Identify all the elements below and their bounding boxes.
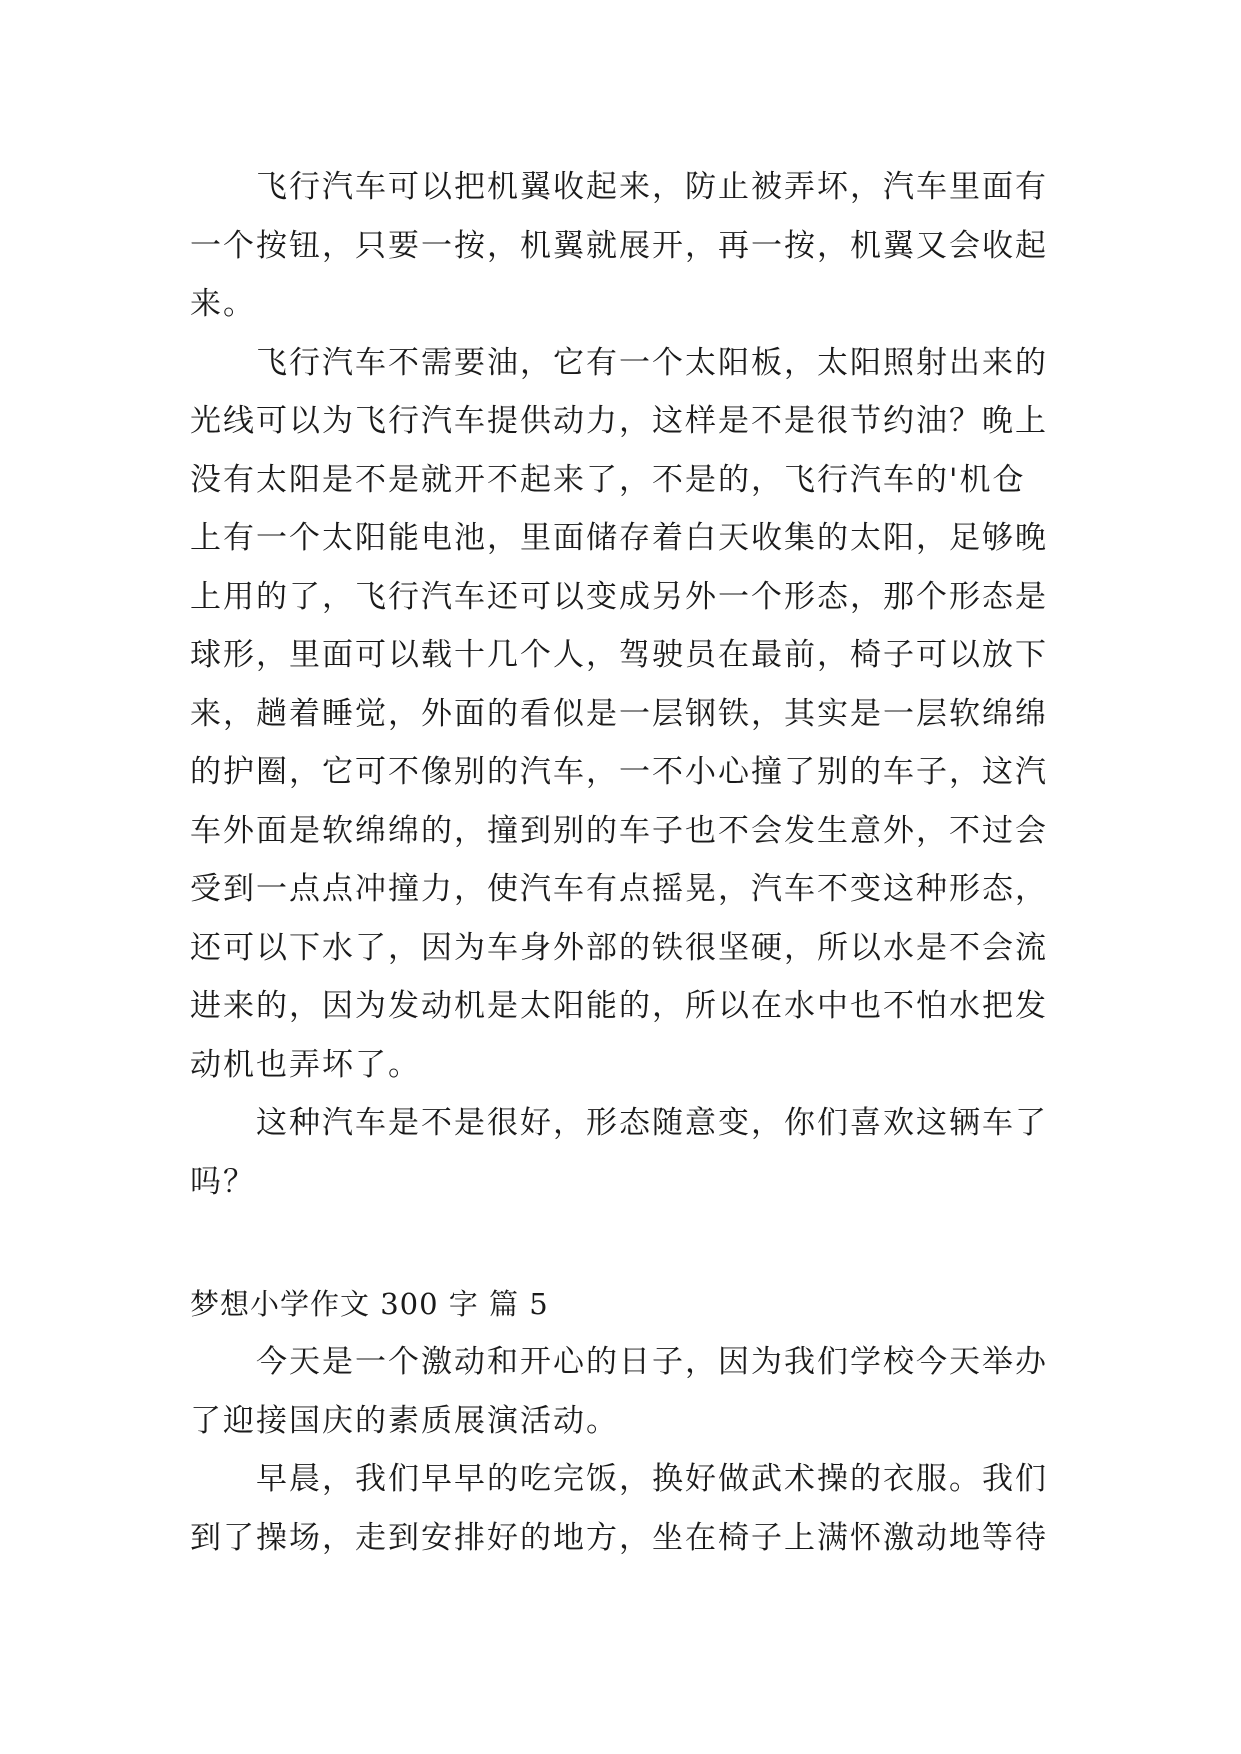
text-line: 一个按钮，只要一按，机翼就展开，再一按，机翼又会收起 (190, 227, 1048, 264)
document-page (190, 158, 1056, 1567)
text-line: 来。 (190, 286, 256, 322)
text-line: 今天是一个激动和开心的日子，因为我们学校今天举办 (256, 1344, 1048, 1380)
text-line: 早晨，我们早早的吃完饭，换好做武术操的衣服。我们 (256, 1461, 1048, 1497)
paragraph-morning (190, 1450, 1056, 1567)
section-heading: 梦想小学作文 300 字 篇 5 (190, 1287, 549, 1321)
section-spacer (190, 1211, 1056, 1275)
text-line: 进来的，因为发动机是太阳能的，所以在水中也不怕水把发 (190, 988, 1048, 1024)
text-line: 球形，里面可以载十几个人，驾驶员在最前，椅子可以放下 (190, 637, 1048, 673)
text-line: 上用的了，飞行汽车还可以变成另外一个形态，那个形态是 (190, 578, 1048, 615)
text-line: 来，趟着睡觉，外面的看似是一层钢铁，其实是一层软绵绵 (190, 695, 1048, 732)
text-line: 了迎接国庆的素质展演活动。 (190, 1402, 619, 1439)
text-line: 还可以下水了，因为车身外部的铁很坚硬，所以水是不会流 (190, 929, 1048, 966)
text-line: 这种汽车是不是很好，形态随意变，你们喜欢这辆车了 (256, 1105, 1048, 1141)
text-line: 受到一点点冲撞力，使汽车有点摇晃，汽车不变这种形态， (190, 871, 1048, 907)
text-line: 车外面是软绵绵的，撞到别的车子也不会发生意外，不过会 (190, 812, 1048, 849)
text-line: 没有太阳是不是就开不起来了，不是的，飞行汽车的'机仓 (190, 461, 1026, 498)
text-line: 动机也弄坏了。 (190, 1046, 421, 1083)
text-line: 飞行汽车可以把机翼收起来，防止被弄坏，汽车里面有 (256, 169, 1048, 205)
text-line: 飞行汽车不需要油，它有一个太阳板，太阳照射出来的 (256, 344, 1048, 381)
paragraph-flying-car-solar (190, 334, 1056, 1095)
paragraph-flying-car-conclusion (190, 1094, 1056, 1211)
text-line: 到了操场，走到安排好的地方，坐在椅子上满怀激动地等待 (190, 1519, 1048, 1556)
text-line: 吗？ (190, 1163, 256, 1200)
text-line: 的护圈，它可不像别的汽车，一不小心撞了别的车子，这汽 (190, 754, 1048, 790)
paragraph-flying-car-wings (190, 158, 1056, 334)
paragraph-national-day-intro (190, 1333, 1056, 1450)
text-line: 光线可以为飞行汽车提供动力，这样是不是很节约油？晚上 (190, 403, 1048, 439)
text-line: 上有一个太阳能电池，里面储存着白天收集的太阳，足够晚 (190, 520, 1048, 556)
